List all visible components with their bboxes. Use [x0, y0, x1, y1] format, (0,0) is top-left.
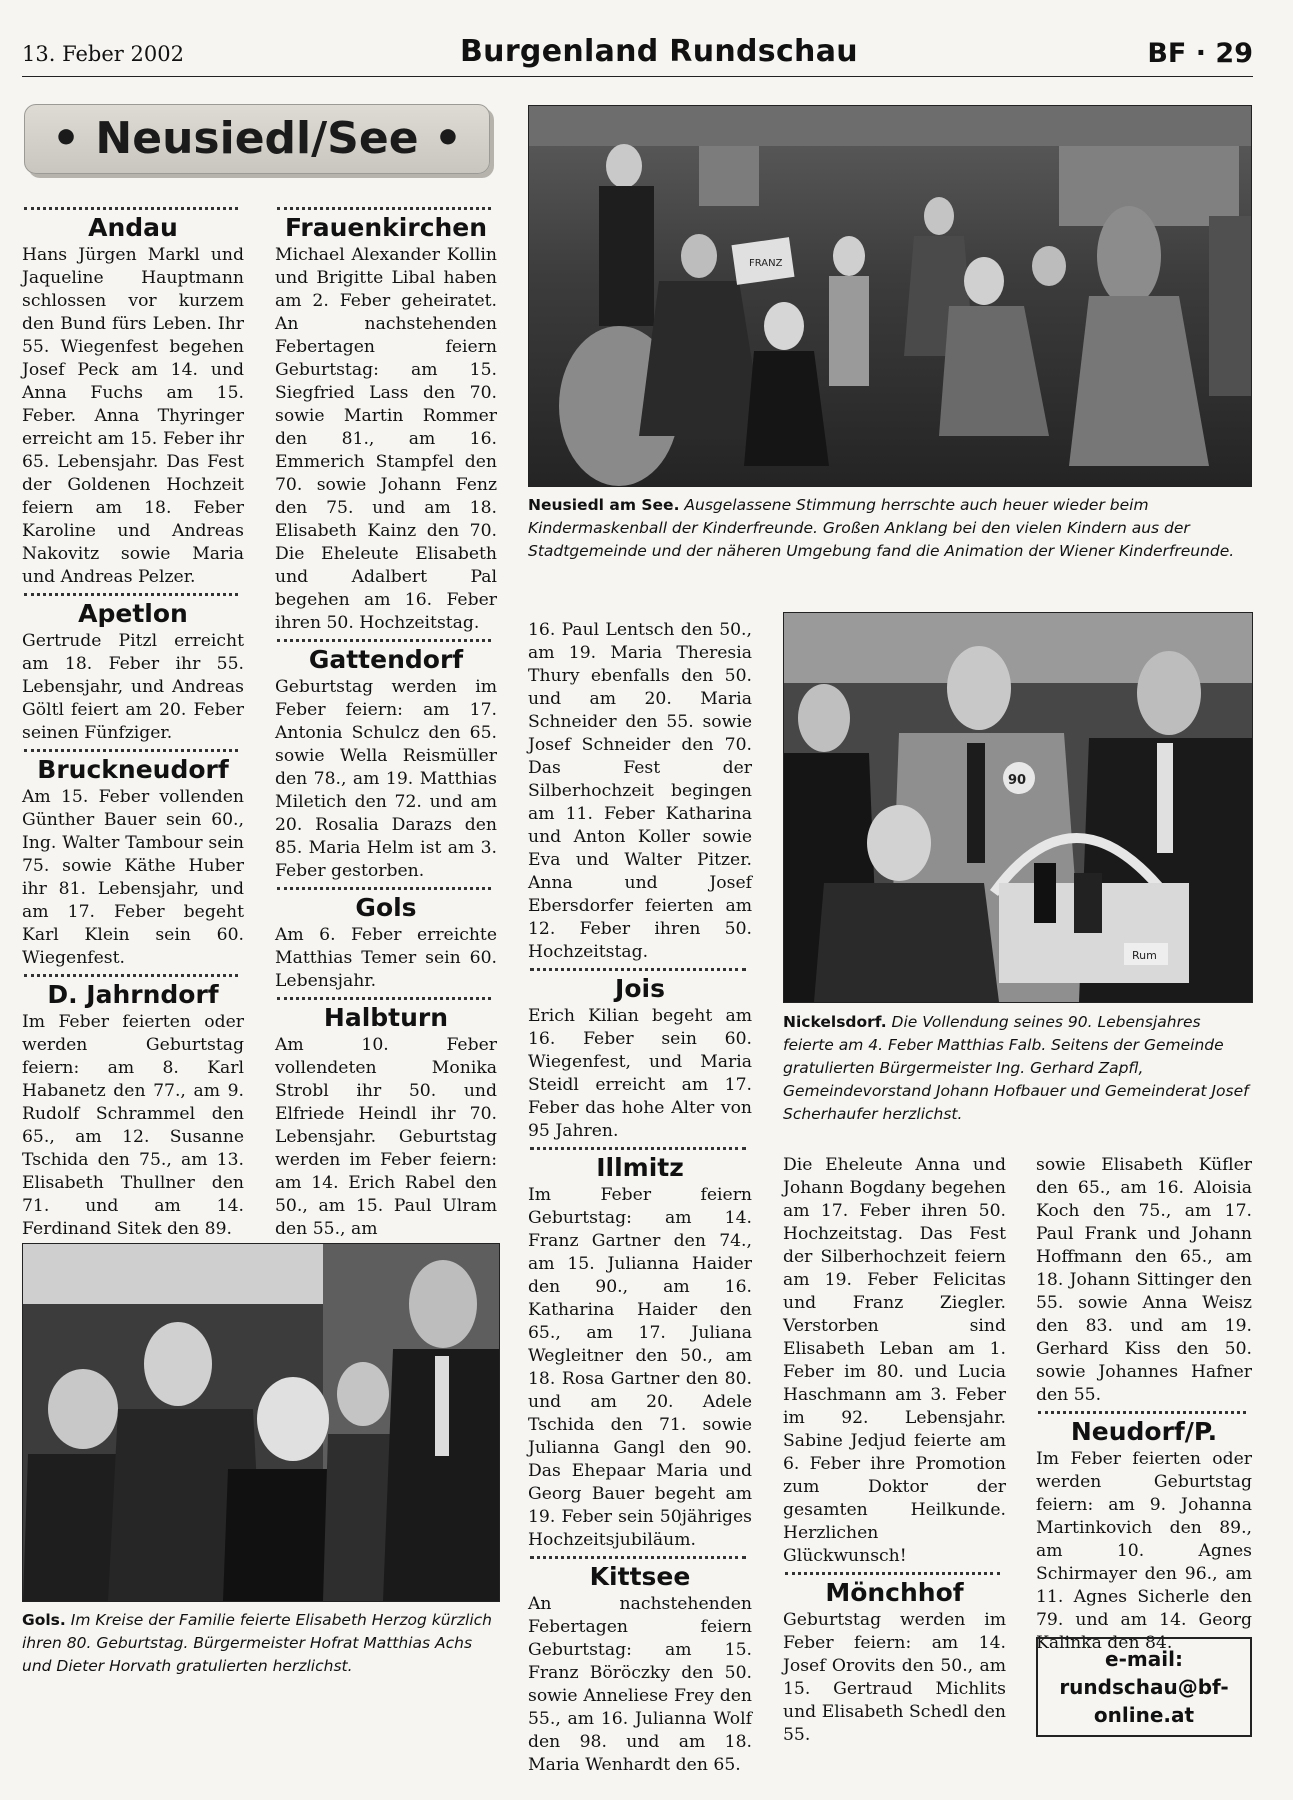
article-body: Im Feber feierten oder werden Geburtstag feiern: am 8. Karl Habanetz den 77., am 9. Rudolf Schrammel den 65., am 12. Susanne Tschida den 75., am 13. Elisabeth Thullner den 71. und am 14. Ferdinand Sitek den 89.	[22, 1012, 244, 1239]
email-label: e-mail:	[1105, 1647, 1183, 1671]
article-body: Am 10. Feber vollendeten Monika Strobl ihr 50. und Elfriede Heindl ihr 70. Lebensjahr. Geburtstag werden im Feber feiern: am 14. Erich Rabel den 50., am 15. Paul Ulram den 55., am	[275, 1035, 497, 1239]
caption-text: Die Vollendung seines 90. Lebensjahres feierte am 4. Feber Matthias Falb. Seitens der Gemeinde gratulierten Bürgermeister Ing. Gerhard Zapfl, Gemeindevorstand Johann Hofbauer und Gemeinderat Josef Scherhaufer herzlichst.	[783, 1013, 1249, 1123]
article-title: Kittsee	[589, 1562, 691, 1591]
article-body: Hans Jürgen Markl und Jaqueline Hauptmann schlossen vor kurzem den Bund fürs Leben. Ihr 55. Wiegenfest begehen Josef Peck am 14. und Anna Fuchs am 15. Feber. Anna Thyringer erreicht am 15. Feber ihr 65. Lebensjahr. Das Fest der Goldenen Hochzeit feiern am 18. Feber Karoline und Andreas Nakovitz sowie Maria und Andreas Pelzer.	[22, 245, 244, 587]
birthday-scene-illustration	[784, 613, 1252, 1002]
email-address-line1[interactable]: rundschau@bf-	[1059, 1675, 1229, 1699]
party-sign-text: FRANZ	[749, 258, 783, 269]
article-body: Gertrude Pitzl erreicht am 18. Feber ihr 55. Lebensjahr, und Andreas Göltl feiert am 20. Feber seinen Fünfziger.	[22, 631, 244, 743]
article-title: Frauenkirchen	[284, 213, 488, 242]
photo-nickelsdorf-birthday	[783, 612, 1253, 1003]
page-number: BF · 29	[1147, 38, 1253, 69]
caption-place: Neusiedl am See.	[528, 496, 680, 514]
column-2	[275, 203, 497, 1241]
article-body: 16. Paul Lentsch den 50., am 19. Maria Theresia Thury ebenfalls den 50. und am 20. Maria Schneider den 55. sowie Josef Schneider den 70. Das Fest der Silberhochzeit begingen am 11. Feber Katharina und Anton Koller sowie Eva und Walter Pitzer. Anna und Josef Ebersdorfer feierten am 12. Feber ihren 50. Hochzeitstag.	[528, 620, 752, 962]
article-body: sowie Elisabeth Küfler den 65., am 16. Aloisia Koch den 75., am 17. Paul Frank und Johann Hoffmann den 65., am 18. Johann Sittinger den 55. sowie Anna Weisz den 83. und am 19. Gerhard Kiss den 50. sowie Johannes Hafner den 55.	[1036, 1155, 1252, 1405]
article-title: D. Jahrndorf	[47, 980, 219, 1009]
section-divider	[277, 887, 491, 890]
section-divider	[785, 1572, 1000, 1575]
article-body: An nachstehenden Febertagen feiern Geburtstag: am 15. Franz Böröczky den 50. sowie Anneliese Frey den 55., am 16. Julianna Wolf den 98. und am 18. Maria Wenhardt den 65.	[528, 1594, 752, 1775]
section-divider	[277, 207, 491, 210]
article-body: Erich Kilian begeht am 16. Feber sein 60. Wiegenfest, und Maria Steidl erreicht am 17. Feber das hohe Alter von 95 Jahren.	[528, 1006, 752, 1141]
article-body: Am 6. Feber erreichte Matthias Temer sein 60. Lebensjahr.	[275, 925, 497, 991]
photo-gols-birthday	[22, 1243, 500, 1602]
caption-nickelsdorf	[783, 1011, 1251, 1126]
column-5	[1036, 1154, 1252, 1655]
article-title: Gattendorf	[308, 645, 464, 674]
region-banner: • Neusiedl/See •	[24, 104, 490, 174]
caption-gols	[22, 1609, 498, 1678]
article-body: Geburtstag werden im Feber feiern: am 14. Josef Orovits den 50., am 15. Gertraud Michlits und Elisabeth Schedl den 55.	[783, 1610, 1006, 1745]
header-rule	[22, 76, 1253, 77]
article-title: Andau	[88, 213, 178, 242]
caption-place: Gols.	[22, 1611, 66, 1629]
column-1	[22, 203, 244, 1241]
masthead: Burgenland Rundschau	[460, 34, 858, 69]
article-title: Neudorf/P.	[1070, 1417, 1218, 1446]
family-scene-illustration	[23, 1244, 499, 1601]
article-body: Geburtstag werden im Feber feiern: am 17. Antonia Schulcz den 65. sowie Wella Reismüller den 78., am 19. Matthias Miletich den 72. und am 20. Rosalia Darazs den 85. Maria Helm ist am 3. Feber gestorben.	[275, 677, 497, 881]
column-4	[783, 1154, 1006, 1747]
photo-childrens-masked-ball	[528, 105, 1252, 487]
caption-text: Ausgelassene Stimmung herrschte auch heuer wieder beim Kindermaskenball der Kinderfreunde. Großen Anklang bei den vielen Kindern aus der Stadtgemeinde und der näheren Umgebung fand die Animation der Wiener Kinderfreunde.	[528, 496, 1235, 560]
article-body: Im Feber feierten oder werden Geburtstag feiern: am 9. Johanna Martinkovich den 89., am 10. Agnes Schirmayer den 96., am 11. Agnes Sicherle den 79. und am 14. Georg Kalinka den 84.	[1036, 1449, 1252, 1653]
section-divider	[1038, 1411, 1246, 1414]
article-body: Michael Alexander Kollin und Brigitte Libal haben am 2. Feber geheiratet. An nachstehenden Febertagen feiern Geburtstag: am 15. Siegfried Lass den 70. sowie Martin Rommer den 81., am 16. Emmerich Stampfel den 70. sowie Johann Fenz den 75. und am 18. Elisabeth Kainz den 70. Die Eheleute Elisabeth und Adalbert Pal begehen am 16. Feber ihren 50. Hochzeitstag.	[275, 245, 497, 633]
section-divider	[24, 593, 238, 596]
section-divider	[277, 639, 491, 642]
article-title: Jois	[615, 974, 665, 1003]
email-address-line2[interactable]: online.at	[1093, 1703, 1195, 1727]
party-scene-illustration	[529, 106, 1251, 486]
section-divider	[530, 968, 746, 971]
issue-date: 13. Feber 2002	[22, 42, 184, 66]
badge-text: 90	[1008, 773, 1027, 788]
article-title: Illmitz	[596, 1153, 684, 1182]
article-title: Bruckneudorf	[37, 755, 229, 784]
section-divider	[530, 1147, 746, 1150]
email-box	[1036, 1637, 1252, 1737]
article-title: Apetlon	[78, 599, 188, 628]
column-3	[528, 619, 752, 1777]
caption-text: Im Kreise der Familie feierte Elisabeth Herzog kürzlich ihren 80. Geburtstag. Bürgermeister Hofrat Matthias Achs und Dieter Horvath gratulierten herzlichst.	[22, 1611, 492, 1675]
article-title: Mönchhof	[825, 1578, 964, 1607]
caption-party	[528, 494, 1250, 563]
article-body: Im Feber feiern Geburtstag: am 14. Franz Gartner den 74., am 15. Julianna Haider den 90., am 16. Katharina Haider den 65., am 17. Juliana Wegleitner den 50., am 18. Rosa Gartner den 80. und am 20. Adele Tschida den 71. sowie Julianna Gangl den 90. Das Ehepaar Maria und Georg Bauer begeht am 19. Feber sein 50jähriges Hochzeitsjubiläum.	[528, 1185, 752, 1550]
article-title: Halbturn	[323, 1003, 449, 1032]
section-divider	[530, 1556, 746, 1559]
section-divider	[24, 974, 238, 977]
article-body: Die Eheleute Anna und Johann Bogdany begehen am 17. Feber ihren 50. Hochzeitstag. Das Fest der Silberhochzeit feiern am 19. Feber Felicitas und Franz Ziegler. Verstorben sind Elisabeth Leban am 1. Feber im 80. und Lucia Haschmann am 3. Feber im 92. Lebensjahr. Sabine Jedjud feierte am 6. Feber ihre Promotion zum Doktor der gesamten Heilkunde. Herzlichen Glückwunsch!	[783, 1155, 1006, 1566]
basket-label-text: Rum	[1132, 949, 1157, 962]
article-title: Gols	[355, 893, 417, 922]
section-divider	[277, 997, 491, 1000]
section-divider	[24, 749, 238, 752]
section-divider	[24, 207, 238, 210]
caption-place: Nickelsdorf.	[783, 1013, 887, 1031]
article-body: Am 15. Feber vollenden Günther Bauer sein 60., Ing. Walter Tambour sein 75. sowie Käthe Huber ihr 81. Lebensjahr, und am 17. Feber begeht Karl Klein sein 60. Wiegenfest.	[22, 787, 244, 968]
